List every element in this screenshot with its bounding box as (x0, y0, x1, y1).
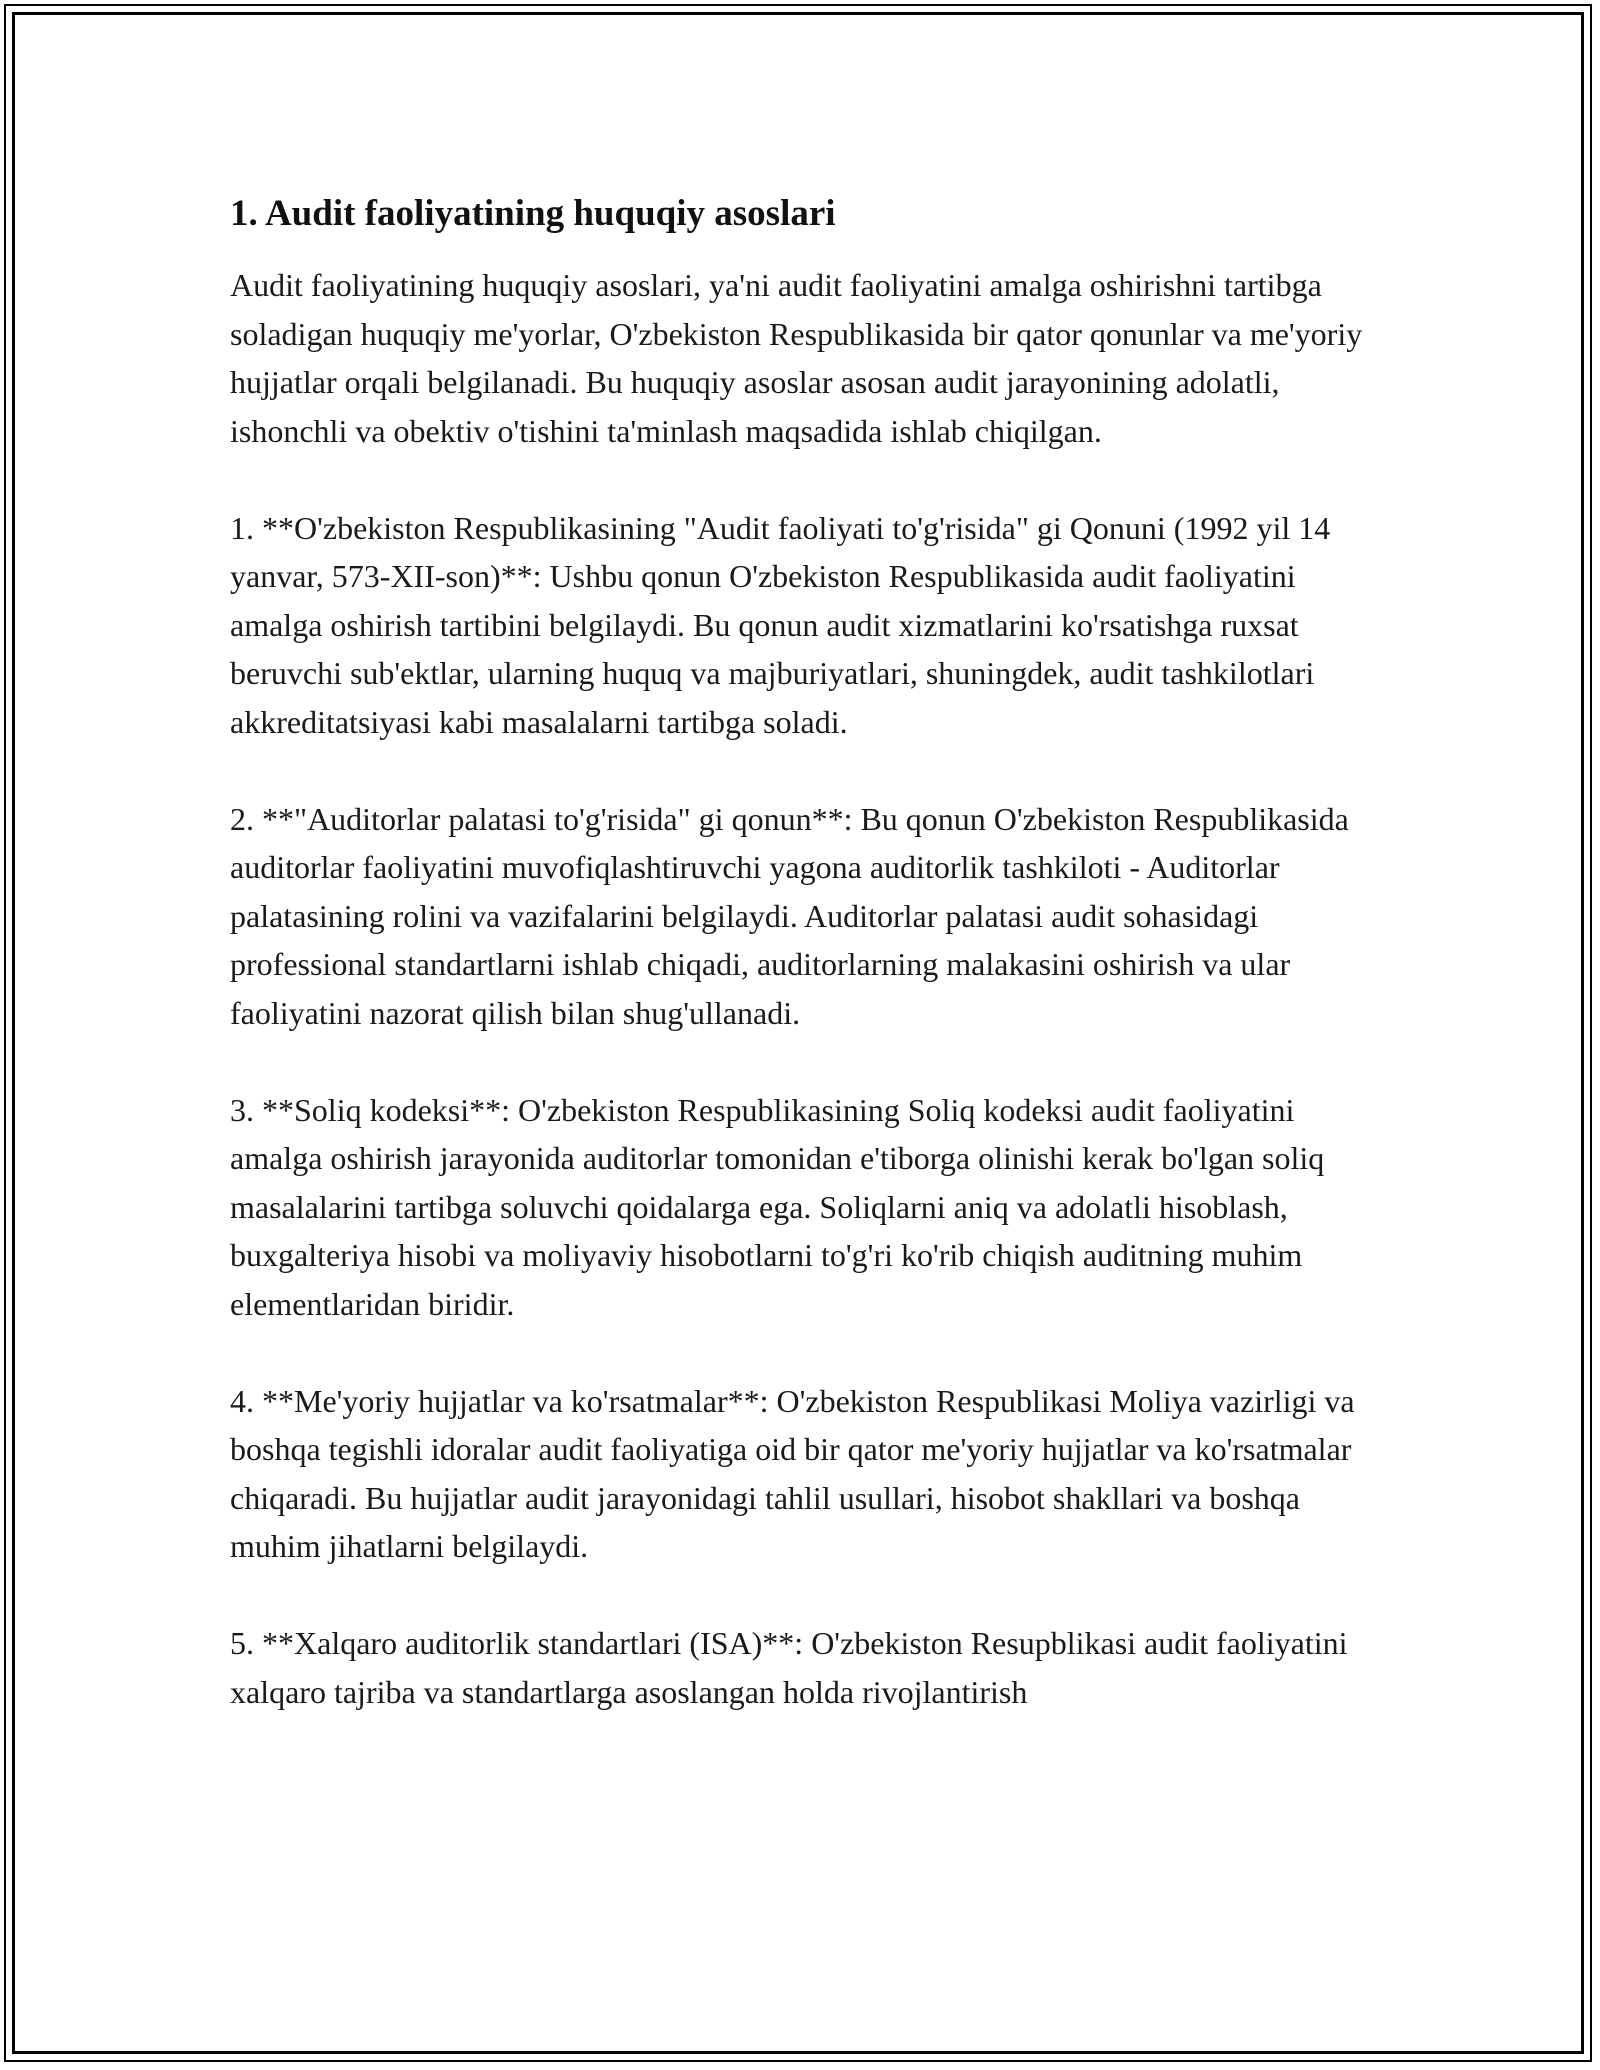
list-item-tax-code: 3. **Soliq kodeksi**: O'zbekiston Respublikasining Soliq kodeksi audit faoliyatini amalga oshirish jarayonida auditorlar tomonidan e'tiborga olinishi kerak bo'lgan soliq masalalarini tartibga soluvchi qoidalarga ega. Soliqlarni aniq va adolatli hisoblash, buxgalteriya hisobi va moliyaviy hisobotlarni to'g'ri ko'rib chiqish auditning muhim elementlaridan biridir. (230, 1091, 1325, 1322)
list-item-isa-standards: 5. **Xalqaro auditorlik standartlari (ISA)**: O'zbekiston Resupblikasi audit faoliyatini xalqaro tajriba va standartlarga asoslangan holda rivojlantirish (230, 1625, 1348, 1710)
list-item-auditors-chamber-law: 2. **"Auditorlar palatasi to'g'risida" gi qonun**: Bu qonun O'zbekiston Respublikasida auditorlar faoliyatini muvofiqlashtiruvchi yagona auditorlik tashkiloti - Auditorlar palatasining rolini va vazifalarini belgilaydi. Auditorlar palatasi audit sohasidagi professional standartlarni ishlab chiqadi, auditorlarning malakasini oshirish va ular faoliyatini nazorat qilish bilan shug'ullanadi. (230, 800, 1349, 1031)
intro-paragraph: Audit faoliyatining huquqiy asoslari, ya'ni audit faoliyatini amalga oshirishni tartibga soladigan huquqiy me'yorlar, O'zbekiston Respublikasida bir qator qonunlar va me'yoriy hujjatlar orqali belgilanadi. Bu huquqiy asoslar asosan audit jarayonining adolatli, ishonchli va obektiv o'tishini ta'minlash maqsadida ishlab chiqilgan. (230, 267, 1363, 449)
section-title: 1. Audit faoliyatining huquqiy asoslari (230, 193, 836, 234)
list-item-regulatory-documents: 4. **Me'yoriy hujjatlar va ko'rsatmalar**: O'zbekiston Respublikasi Moliya vazirligi va boshqa tegishli idoralar audit faoliyatiga oid bir qator me'yoriy hujjatlar va ko'rsatmalar chiqaradi. Bu hujjatlar audit jarayonidagi tahlil usullari, hisobot shakllari va boshqa muhim jihatlarni belgilaydi. (230, 1382, 1355, 1564)
list-item-audit-law: 1. **O'zbekiston Respublikasining "Audit faoliyati to'g'risida" gi Qonuni (1992 yil 14 yanvar, 573-XII-son)**: Ushbu qonun O'zbekiston Respublikasida audit faoliyatini amalga oshirish tartibini belgilaydi. Bu qonun audit xizmatlarini ko'rsatishga ruxsat beruvchi sub'ektlar, ularning huquq va majburiyatlari, shuningdek, audit tashkilotlari akkreditatsiyasi kabi masalalarni tartibga soladi. (230, 509, 1331, 740)
document-body (230, 185, 1380, 1716)
